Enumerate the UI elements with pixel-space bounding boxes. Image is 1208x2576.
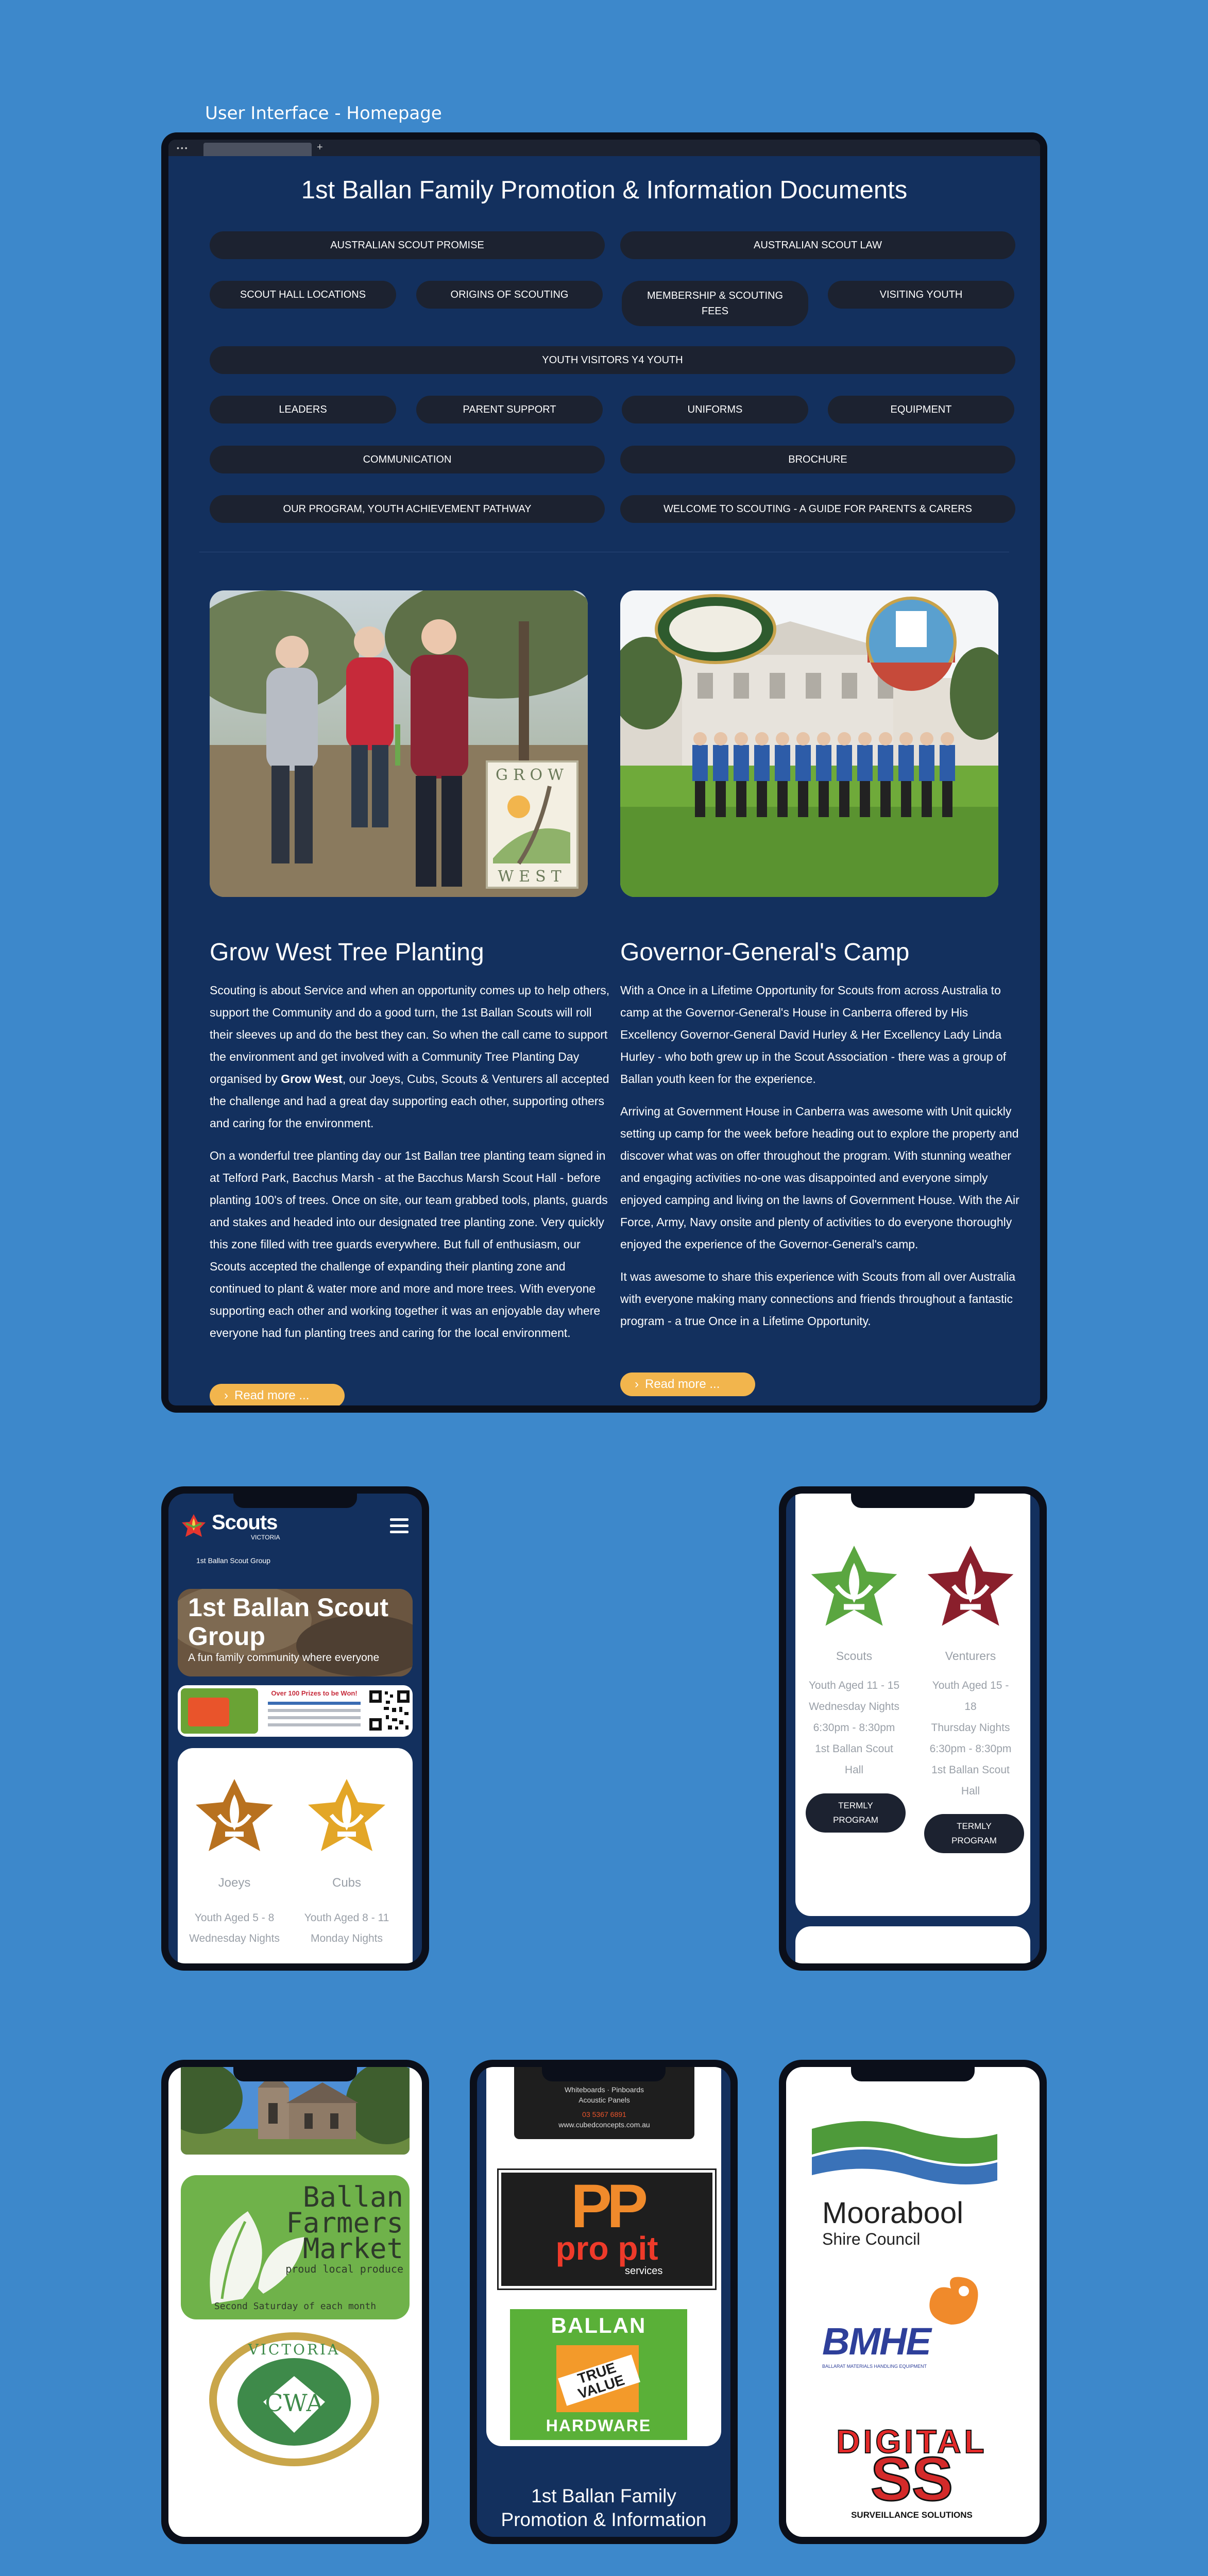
desktop-screen [168, 140, 1040, 1405]
digital-ss-logo[interactable] [809, 2422, 1015, 2526]
next-card [795, 1926, 1030, 1963]
section-name-joeys: Joeys [218, 1876, 251, 1890]
phone-screen [168, 1494, 422, 1963]
grow-badge-top: GROW [496, 766, 569, 784]
section-line: Thursday Nights [931, 1722, 1010, 1734]
article-body-governor-camp [620, 979, 1022, 1343]
true-value-bottom: HARDWARE [546, 2416, 652, 2435]
read-more-button-tree-planting[interactable] [210, 1384, 345, 1405]
article-title-governor-camp: Governor-General's Camp [620, 939, 910, 966]
section-line: 18 [964, 1701, 977, 1713]
qr-code-icon [368, 1689, 411, 1732]
cwa-logo[interactable] [207, 2330, 382, 2469]
true-value-badge [556, 2345, 639, 2412]
tree-planting-photo[interactable] [210, 590, 588, 897]
hero-subtitle: A fun family community where everyone [188, 1652, 380, 1664]
grow-badge-bottom: WEST [498, 868, 567, 886]
sections-card [178, 1748, 413, 1963]
window-dots-icon: ••• [177, 144, 189, 152]
phone-screen [168, 2067, 422, 2537]
section-line: 6:30pm - 8:30pm [929, 1743, 1012, 1755]
section-name-venturers: Venturers [945, 1649, 996, 1663]
new-tab-icon[interactable]: + [317, 142, 323, 153]
governor-camp-photo[interactable] [620, 590, 998, 897]
section-name-scouts: Scouts [836, 1649, 873, 1663]
scouts-logo-text: Scouts [212, 1511, 278, 1534]
phone-notch [542, 2067, 666, 2081]
doc-button-our-program[interactable]: OUR PROGRAM, YOUTH ACHIEVEMENT PATHWAY [210, 495, 605, 523]
propit-letters: PP [570, 2172, 643, 2241]
phone-screen [786, 1494, 1040, 1963]
phone-notch [851, 1494, 975, 1508]
browser-bar [168, 140, 1040, 156]
moorabool-logo[interactable] [807, 2113, 1002, 2247]
section-details-cubs [295, 1908, 398, 1949]
doc-button-scout-promise[interactable]: AUSTRALIAN SCOUT PROMISE [210, 231, 605, 259]
chevron-right-icon: › [224, 1388, 228, 1402]
section-line: Youth Aged 15 - [932, 1680, 1009, 1691]
article-paragraph: With a Once in a Lifetime Opportunity for Scouts from across Australia to camp at the Governor-General's House in Canberra offered by His Excellency Governor-General David Hurley & Her Excellency Lady Linda Hurley - who both grew up in the Scout Association - there was a group of Ballan youth keen for the experience. [620, 984, 1007, 1086]
cwa-text: VICTORIA [248, 2341, 341, 2358]
phone-notch [851, 2067, 975, 2081]
section-line: Hall [961, 1785, 980, 1797]
true-value-top: BALLAN [551, 2313, 646, 2337]
propit-sub: services [625, 2265, 663, 2277]
doc-button-youth-visitors[interactable]: YOUTH VISITORS Y4 YOUTH [210, 346, 1015, 374]
doc-button-welcome-guide[interactable]: WELCOME TO SCOUTING - A GUIDE FOR PARENTS & CARERS [620, 495, 1015, 523]
propit-name: pro pit [555, 2230, 658, 2267]
read-more-label: Read more ... [645, 1377, 720, 1391]
bmhe-sub: BALLARAT MATERIALS HANDLING EQUIPMENT [822, 2364, 927, 2369]
hero-banner[interactable] [178, 1589, 413, 1676]
termly-program-button-venturers[interactable]: TERMLY PROGRAM [924, 1814, 1024, 1853]
doc-button-hall-locations[interactable]: SCOUT HALL LOCATIONS [210, 281, 396, 309]
desktop-mockup [161, 132, 1047, 1413]
hero-title: 1st Ballan Scout Group [188, 1593, 388, 1651]
digital-text: DIGITAL [836, 2423, 988, 2460]
cubed-concepts-phone: 03 5367 6891 [582, 2110, 626, 2119]
farmers-line: Farmers [286, 2207, 403, 2239]
doc-button-membership-fees[interactable]: MEMBERSHIP & SCOUTING FEES [622, 281, 808, 326]
farmers-line: Ballan [302, 2181, 403, 2213]
bmhe-logo[interactable] [822, 2273, 1008, 2376]
section-age: Youth Aged 8 - 11 [304, 1912, 389, 1924]
hamburger-menu-icon[interactable] [390, 1518, 409, 1533]
phone-mockup-home [161, 1486, 429, 1971]
doc-button-communication[interactable]: COMMUNICATION [210, 446, 605, 473]
promo-prize-image [181, 1688, 258, 1734]
farmers-line: Market [302, 2232, 403, 2265]
farmers-subline: Second Saturday of each month [214, 2301, 377, 2312]
doc-button-parent-support[interactable]: PARENT SUPPORT [416, 396, 603, 423]
section-name-cubs: Cubs [332, 1876, 362, 1890]
scouts-logo-icon [181, 1513, 207, 1539]
article-body-tree-planting [210, 979, 617, 1354]
section-night: Monday Nights [310, 1933, 383, 1944]
section-details-venturers [914, 1675, 1027, 1802]
section-night: Wednesday Nights [189, 1933, 280, 1944]
article-text: , our Joeys, Cubs, Scouts & Venturers all accepted the challenge and had a great day supporting each other, supporting others and caring for the environment. [210, 1072, 609, 1130]
propit-logo[interactable] [499, 2170, 715, 2289]
section-details-joeys [183, 1908, 286, 1949]
group-label: 1st Ballan Scout Group [196, 1556, 270, 1565]
phone-mockup-sponsors-3 [779, 2060, 1047, 2544]
sections-card [795, 1494, 1030, 1916]
cubed-concepts-sub2: Acoustic Panels [579, 2096, 630, 2104]
section-details-scouts [797, 1675, 911, 1781]
page-title: 1st Ballan Family Promotion & Information Documents [301, 176, 908, 204]
section-line: 1st Ballan Scout [931, 1764, 1010, 1776]
doc-button-scout-law[interactable]: AUSTRALIAN SCOUT LAW [620, 231, 1015, 259]
surveillance-text: SURVEILLANCE SOLUTIONS [851, 2510, 973, 2520]
moorabool-shire: Shire Council [822, 2230, 921, 2248]
doc-button-brochure[interactable]: BROCHURE [620, 446, 1015, 473]
read-more-button-governor-camp[interactable] [620, 1372, 755, 1396]
browser-tab[interactable] [203, 143, 312, 156]
cwa-letters: CWA [265, 2389, 324, 2417]
phone-mockup-sponsors-1 [161, 2060, 429, 2544]
section-line: Hall [844, 1764, 864, 1776]
cubed-concepts-sub1: Whiteboards · Pinboards [564, 2086, 644, 2094]
joeys-fleur-icon [188, 1774, 281, 1867]
doc-button-uniforms[interactable]: UNIFORMS [622, 396, 808, 423]
farmers-tagline: proud local produce [285, 2263, 403, 2275]
phone-screen [786, 2067, 1040, 2537]
farmers-market-logo[interactable] [181, 2175, 410, 2319]
section-age: Youth Aged 5 - 8 [194, 1912, 275, 1924]
phone-notch [233, 1494, 357, 1508]
phone-mockup-sections [779, 1486, 1047, 1971]
farmers-market-name [268, 2181, 403, 2265]
doc-button-visiting-youth[interactable]: VISITING YOUTH [828, 281, 1014, 309]
section-caption: User Interface - Homepage [205, 103, 442, 124]
article-paragraph: It was awesome to share this experience with Scouts from all over Australia with everyone making many connections and friends throughout a fantastic program - a true Once in a Lifetime Opportunity. [620, 1270, 1016, 1328]
termly-program-button-scouts[interactable]: TERMLY PROGRAM [806, 1793, 906, 1833]
footer-title: 1st Ballan Family Promotion & Information [501, 2485, 707, 2530]
read-more-label: Read more ... [234, 1388, 310, 1402]
article-text-bold: Grow West [281, 1072, 343, 1086]
phone-notch [233, 2067, 357, 2081]
true-value-logo[interactable] [510, 2309, 687, 2440]
bmhe-name: BMHE [822, 2320, 930, 2363]
cubs-fleur-icon [300, 1774, 393, 1867]
phone-mockup-sponsors-2 [470, 2060, 738, 2544]
sponsors-card [486, 2067, 721, 2446]
venturers-fleur-icon [919, 1540, 1022, 1643]
moorabool-name: Moorabool [822, 2196, 964, 2230]
article-title-tree-planting: Grow West Tree Planting [210, 939, 484, 966]
article-paragraph: Arriving at Government House in Canberra was awesome with Unit quickly setting up camp for the week before heading out to explore the property and discover what was on offer throughout the program. With stunning weather and engaging activities no-one was disappointed and everyone simply enjoyed camping and living on the lawns of Government House. With the Air Force, Army, Navy onsite and plenty of activities to do everyone thoroughly enjoyed the experience of the Governor-General's camp. [620, 1105, 1019, 1251]
section-line: Youth Aged 11 - 15 [808, 1680, 900, 1691]
section-line: Wednesday Nights [809, 1701, 899, 1713]
phone-screen [477, 2067, 730, 2537]
ss-text: SS [870, 2445, 954, 2514]
true-value-text: TRUE VALUE [558, 2354, 640, 2406]
doc-button-origins[interactable]: ORIGINS OF SCOUTING [416, 281, 603, 309]
promo-banner[interactable] [178, 1685, 413, 1737]
doc-button-equipment[interactable]: EQUIPMENT [828, 396, 1014, 423]
doc-button-leaders[interactable]: LEADERS [210, 396, 396, 423]
promo-text: Over 100 Prizes to be Won! [271, 1689, 358, 1697]
scouts-logo-sub: VICTORIA [251, 1534, 280, 1541]
chevron-right-icon: › [635, 1377, 639, 1391]
section-line: 1st Ballan Scout [815, 1743, 893, 1755]
article-text: Scouting is about Service and when an opportunity comes up to help others, support the Community and do a good turn, the 1st Ballan Scouts will roll their sleeves up and do the best they can. So when the call came to support the environment and get involved with a Community Tree Planting Day organised by [210, 984, 610, 1086]
article-paragraph: On a wonderful tree planting day our 1st Ballan tree planting team signed in at Telford Park, Bacchus Marsh - at the Bacchus Marsh Scout Hall - before planting 100's of trees. Once on site, our team grabbed tools, plants, guards and stakes and headed into our designated tree planting zone. Very quickly this zone filled with tree guards everywhere. But full of enthusiasm, our Scouts accepted the challenge of expanding their planting zone and continued to plant & water more and more and more trees. With everyone supporting each other and working together it was an enjoyable day where everyone had fun planting trees and caring for the local environment. [210, 1149, 608, 1340]
section-line: 6:30pm - 8:30pm [813, 1722, 895, 1734]
cubed-concepts-web: www.cubedconcepts.com.au [558, 2121, 650, 2129]
scouts-fleur-icon [803, 1540, 906, 1643]
